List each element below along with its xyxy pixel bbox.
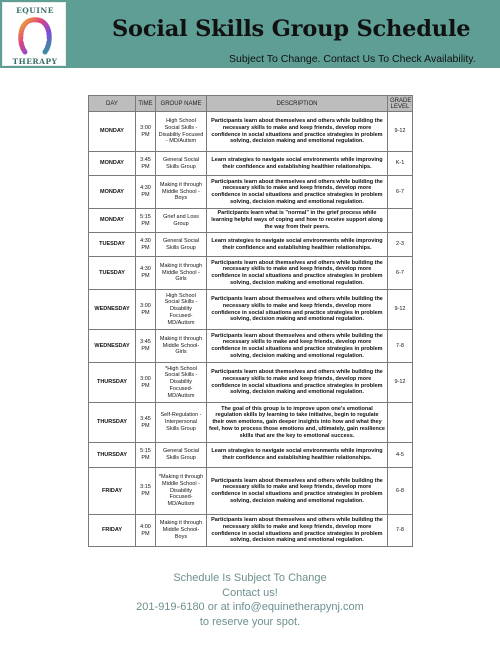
table-row bbox=[89, 152, 413, 176]
footer-contact-heading: Contact us! bbox=[222, 586, 278, 599]
time-cell: 3:00 PM bbox=[136, 290, 156, 330]
grade-cell: 6-8 bbox=[388, 468, 413, 515]
table-row bbox=[89, 330, 413, 363]
description-cell: Participants learn about themselves and others while building the necessary skills to make and keep friends, develop more confidence in social situations and practice strategies in problem solving, decision making and emotional regulation. bbox=[207, 112, 388, 152]
header-day: DAY bbox=[89, 96, 136, 112]
group-cell: High School Social Skills - Disability Focused- MD/Autism bbox=[156, 290, 207, 330]
group-cell: *Making it through Middle School - Disability Focused- MD/Autism bbox=[156, 468, 207, 515]
header-description: DESCRIPTION bbox=[207, 96, 388, 112]
time-cell: 3:00 PM bbox=[136, 363, 156, 403]
day-cell: TUESDAY bbox=[89, 257, 136, 290]
time-cell: 5:15 PM bbox=[136, 209, 156, 233]
time-cell: 3:45 PM bbox=[136, 152, 156, 176]
grade-cell: 7-8 bbox=[388, 330, 413, 363]
group-cell: Self-Regulation - Interpersonal Skills Group bbox=[156, 403, 207, 443]
day-cell: THURSDAY bbox=[89, 363, 136, 403]
grade-cell: 7-8 bbox=[388, 515, 413, 547]
time-cell: 4:00 PM bbox=[136, 515, 156, 547]
time-cell: 3:45 PM bbox=[136, 330, 156, 363]
description-cell: Learn strategies to navigate social environments while improving their confidence and establishing healthier relationships. bbox=[207, 152, 388, 176]
group-cell: General Social Skills Group bbox=[156, 152, 207, 176]
header-banner bbox=[0, 0, 500, 68]
group-cell: General Social Skills Group bbox=[156, 443, 207, 468]
day-cell: MONDAY bbox=[89, 209, 136, 233]
time-cell: 4:30 PM bbox=[136, 176, 156, 209]
grade-cell: 2-3 bbox=[388, 233, 413, 257]
table-row bbox=[89, 515, 413, 547]
grade-cell: 9-12 bbox=[388, 290, 413, 330]
time-cell: 4:30 PM bbox=[136, 233, 156, 257]
logo-bottom-text: THERAPY bbox=[12, 57, 58, 66]
time-cell: 3:45 PM bbox=[136, 403, 156, 443]
table-row bbox=[89, 176, 413, 209]
description-cell: Participants learn what is "normal" in the grief process while learning helpful ways of coping and how to receive support along the way from their peers. bbox=[207, 209, 388, 233]
group-cell: Making it through Middle School- Girls bbox=[156, 330, 207, 363]
table-header-row bbox=[89, 96, 413, 112]
group-cell: Making it through Middle School - Boys bbox=[156, 176, 207, 209]
table-row bbox=[89, 290, 413, 330]
logo-top-text: EQUINE bbox=[16, 6, 54, 15]
table-row bbox=[89, 112, 413, 152]
group-cell: Making it through Middle School - Girls bbox=[156, 257, 207, 290]
description-cell: Learn strategies to navigate social environments while improving their confidence and establishing healthier relationships. bbox=[207, 233, 388, 257]
table-row bbox=[89, 443, 413, 468]
day-cell: FRIDAY bbox=[89, 468, 136, 515]
time-cell: 3:15 PM bbox=[136, 468, 156, 515]
day-cell: WEDNESDAY bbox=[89, 290, 136, 330]
day-cell: WEDNESDAY bbox=[89, 330, 136, 363]
horseshoe-icon bbox=[17, 16, 53, 56]
day-cell: FRIDAY bbox=[89, 515, 136, 547]
description-cell: Participants learn about themselves and others while building the necessary skills to make and keep friends, develop more confidence in social situations and practice strategies in problem solving, decision making and emotional regulation. bbox=[207, 176, 388, 209]
time-cell: 3:00 PM bbox=[136, 112, 156, 152]
logo bbox=[2, 2, 66, 66]
description-cell: Participants learn about themselves and others while building the necessary skills to make and keep friends, develop more confidence in social situations and practice strategies in problem solving, decision making and emotional regulation. bbox=[207, 290, 388, 330]
grade-cell: 6-7 bbox=[388, 257, 413, 290]
day-cell: THURSDAY bbox=[89, 443, 136, 468]
description-cell: Learn strategies to navigate social environments while improving their confidence and establishing healthier relationships. bbox=[207, 443, 388, 468]
page-title: Social Skills Group Schedule bbox=[112, 16, 471, 42]
footer bbox=[0, 571, 500, 629]
page-subtitle: Subject To Change. Contact Us To Check Availability. bbox=[229, 53, 476, 65]
description-cell: Participants learn about themselves and others while building the necessary skills to make and keep friends, develop more confidence in social situations and practice strategies in problem solving, decision making and emotional regulation. bbox=[207, 468, 388, 515]
schedule-table bbox=[88, 95, 413, 547]
time-cell: 4:30 PM bbox=[136, 257, 156, 290]
footer-contact-info: 201-919-6180 or at info@equinetherapynj.com bbox=[136, 601, 364, 614]
header-group: GROUP NAME bbox=[156, 96, 207, 112]
time-cell: 5:15 PM bbox=[136, 443, 156, 468]
group-cell: Making it through Middle School- Boys bbox=[156, 515, 207, 547]
day-cell: THURSDAY bbox=[89, 403, 136, 443]
description-cell: Participants learn about themselves and others while building the necessary skills to make and keep friends, develop more confidence in social situations and practice strategies in problem solving, decision making and emotional regulation. bbox=[207, 257, 388, 290]
table-row bbox=[89, 403, 413, 443]
table-row bbox=[89, 209, 413, 233]
grade-cell: K-1 bbox=[388, 152, 413, 176]
group-cell: High School Social Skills - Disability Focused - MD/Autism bbox=[156, 112, 207, 152]
description-cell: The goal of this group is to improve upon one's emotional regulation skills by learning to take initiative, begin to regulate their own emotions, gain deeper insights into how and what they feel, how to process those emotions and, ultimately, gain resilience skills that are the key to emotional success. bbox=[207, 403, 388, 443]
grade-cell: 9-12 bbox=[388, 112, 413, 152]
description-cell: Participants learn about themselves and others while building the necessary skills to make and keep friends, develop more confidence in social situations and practice strategies in problem solving, decision making and emotional regulation. bbox=[207, 330, 388, 363]
grade-cell: 9-12 bbox=[388, 363, 413, 403]
table-row bbox=[89, 468, 413, 515]
group-cell: General Social Skills Group bbox=[156, 233, 207, 257]
footer-schedule-note: Schedule Is Subject To Change bbox=[173, 572, 327, 584]
grade-cell bbox=[388, 403, 413, 443]
day-cell: MONDAY bbox=[89, 176, 136, 209]
table-row bbox=[89, 363, 413, 403]
grade-cell: 6-7 bbox=[388, 176, 413, 209]
grade-cell bbox=[388, 209, 413, 233]
header-time: TIME bbox=[136, 96, 156, 112]
table-row bbox=[89, 257, 413, 290]
day-cell: TUESDAY bbox=[89, 233, 136, 257]
description-cell: Participants learn about themselves and others while building the necessary skills to make and keep friends, develop more confidence in social situations and practice strategies in problem solving, decision making and emotional regulation. bbox=[207, 515, 388, 547]
header-grade: GRADE LEVEL bbox=[388, 96, 413, 112]
grade-cell: 4-5 bbox=[388, 443, 413, 468]
day-cell: MONDAY bbox=[89, 112, 136, 152]
group-cell: *High School Social Skills - Disability Focused- MD/Autism bbox=[156, 363, 207, 403]
description-cell: Participants learn about themselves and others while building the necessary skills to make and keep friends, develop more confidence in social situations and practice strategies in problem solving, decision making and emotional regulation. bbox=[207, 363, 388, 403]
footer-reserve-note: to reserve your spot. bbox=[199, 615, 301, 628]
group-cell: Grief and Loss Group bbox=[156, 209, 207, 233]
table-row bbox=[89, 233, 413, 257]
day-cell: MONDAY bbox=[89, 152, 136, 176]
